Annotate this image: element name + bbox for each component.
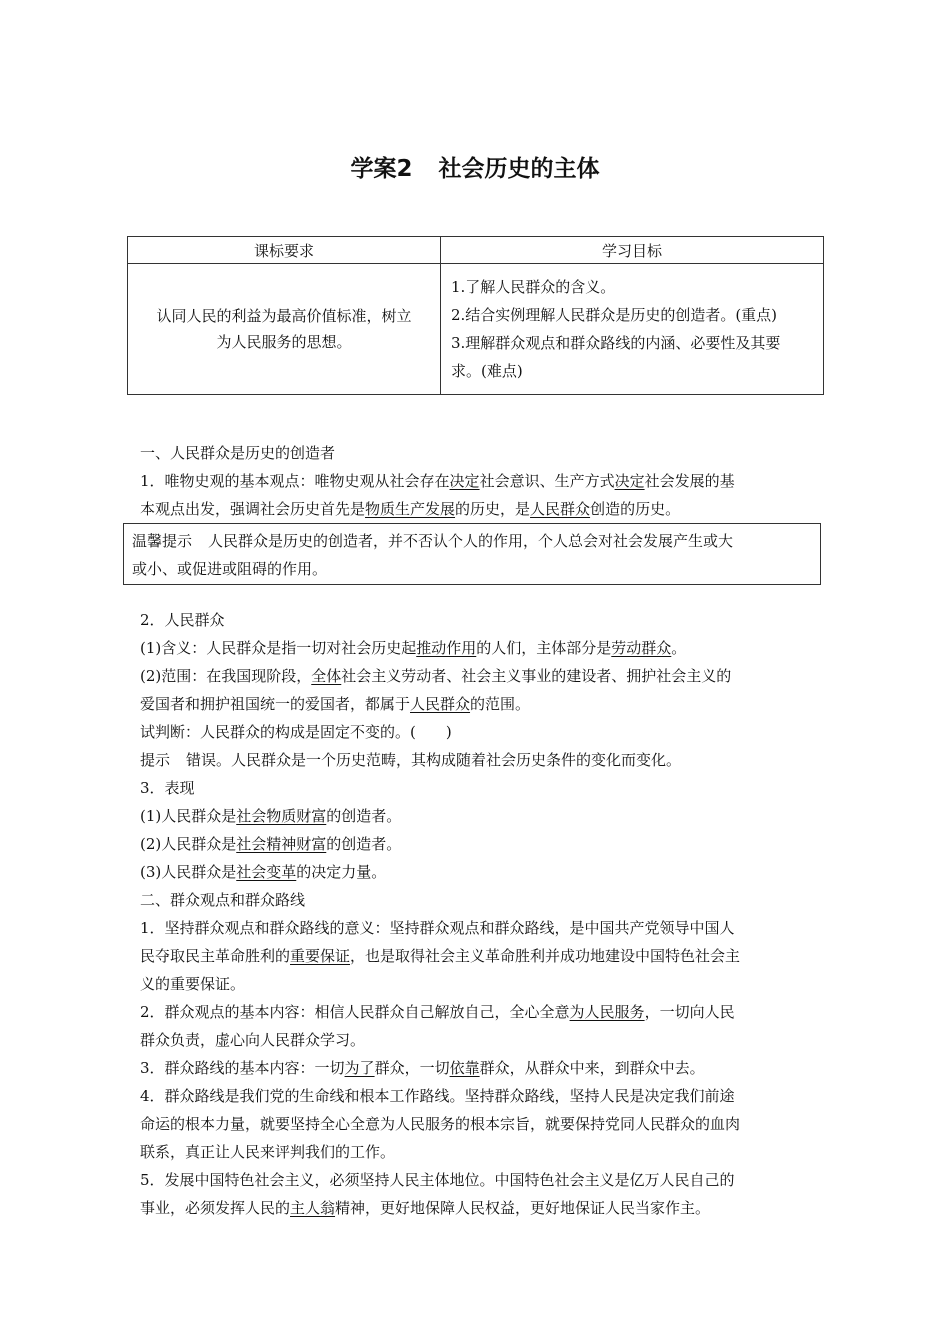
paragraph-line: 命运的根本力量，就要坚持全心全意为人民服务的根本宗旨，就要保持党同人民群众的血肉 bbox=[140, 1115, 741, 1133]
header-goals: 学习目标 bbox=[441, 237, 824, 264]
paragraph-line: 义的重要保证。 bbox=[140, 975, 246, 993]
lesson-title: 社会历史的主体 bbox=[438, 156, 600, 182]
header-curriculum: 课标要求 bbox=[128, 237, 441, 264]
section-body bbox=[140, 606, 820, 1222]
goal-3: 3.理解群众观点和群众路线的内涵、必要性及其要 bbox=[451, 334, 781, 352]
list-item: (1)人民群众是社会物质财富的创造者。 bbox=[140, 807, 402, 825]
tip-label: 温馨提示 bbox=[132, 532, 193, 550]
lesson-number: 学案2 bbox=[350, 156, 413, 182]
req-line-1: 认同人民的利益为最高价值标准，树立 bbox=[156, 307, 412, 325]
goal-2: 2.结合实例理解人民群众是历史的创造者。(重点) bbox=[451, 306, 778, 324]
paragraph-line: 群众负责，虚心向人民群众学习。 bbox=[140, 1031, 366, 1049]
page-title bbox=[0, 150, 950, 183]
list-item: (3)人民群众是社会变革的决定力量。 bbox=[140, 863, 387, 881]
subheading: 3．表现 bbox=[140, 779, 195, 797]
goal-1: 1.了解人民群众的含义。 bbox=[451, 278, 616, 296]
curriculum-requirement bbox=[128, 264, 441, 395]
paragraph-line: 1．坚持群众观点和群众路线的意义：坚持群众观点和群众路线，是中国共产党领导中国人 bbox=[140, 919, 735, 937]
paragraph-line: 1．唯物史观的基本观点：唯物史观从社会存在决定社会意识、生产方式决定社会发展的基 bbox=[140, 472, 735, 490]
paragraph-line: (2)范围：在我国现阶段，全体社会主义劳动者、社会主义事业的建设者、拥护社会主义的 bbox=[140, 667, 732, 685]
section-heading: 二、群众观点和群众路线 bbox=[140, 891, 306, 909]
paragraph-line: 3．群众路线的基本内容：一切为了群众，一切依靠群众，从群众中来，到群众中去。 bbox=[140, 1059, 705, 1077]
tip-text-2: 或小、或促进或阻碍的作用。 bbox=[132, 560, 328, 578]
paragraph-line: 4．群众路线是我们党的生命线和根本工作路线。坚持群众路线，坚持人民是决定我们前途 bbox=[140, 1087, 735, 1105]
section-heading: 一、人民群众是历史的创造者 bbox=[140, 444, 336, 462]
subheading: 2．人民群众 bbox=[140, 611, 225, 629]
paragraph-line: 5．发展中国特色社会主义，必须坚持人民主体地位。中国特色社会主义是亿万人民自己的 bbox=[140, 1171, 735, 1189]
judge-question: 试判断：人民群众的构成是固定不变的。( ) bbox=[140, 723, 452, 741]
paragraph-line: 本观点出发，强调社会历史首先是物质生产发展的历史，是人民群众创造的历史。 bbox=[140, 500, 681, 518]
list-item: (2)人民群众是社会精神财富的创造者。 bbox=[140, 835, 402, 853]
hint-line: 提示 错误。人民群众是一个历史范畴，其构成随着社会历史条件的变化而变化。 bbox=[140, 751, 682, 769]
paragraph-line: 爱国者和拥护祖国统一的爱国者，都属于人民群众的范围。 bbox=[140, 695, 531, 713]
paragraph-line: 联系，真正让人民来评判我们的工作。 bbox=[140, 1143, 396, 1161]
tip-text: 人民群众是历史的创造者，并不否认个人的作用，个人总会对社会发展产生或大 bbox=[208, 532, 734, 550]
warm-tip-box bbox=[123, 523, 821, 585]
objectives-table bbox=[127, 236, 824, 395]
section-one bbox=[140, 439, 820, 523]
paragraph-line: (1)含义：人民群众是指一切对社会历史起推动作用的人们，主体部分是劳动群众。 bbox=[140, 639, 687, 657]
paragraph-line: 民夺取民主革命胜利的重要保证，也是取得社会主义革命胜利并成功地建设中国特色社会主 bbox=[140, 947, 741, 965]
req-line-2: 为人民服务的思想。 bbox=[216, 333, 352, 351]
paragraph-line: 2．群众观点的基本内容：相信人民群众自己解放自己，全心全意为人民服务，一切向人民 bbox=[140, 1003, 735, 1021]
learning-goals bbox=[441, 264, 824, 395]
goal-4: 求。(难点) bbox=[451, 362, 523, 380]
paragraph-line: 事业，必须发挥人民的主人翁精神，更好地保障人民权益，更好地保证人民当家作主。 bbox=[140, 1199, 711, 1217]
